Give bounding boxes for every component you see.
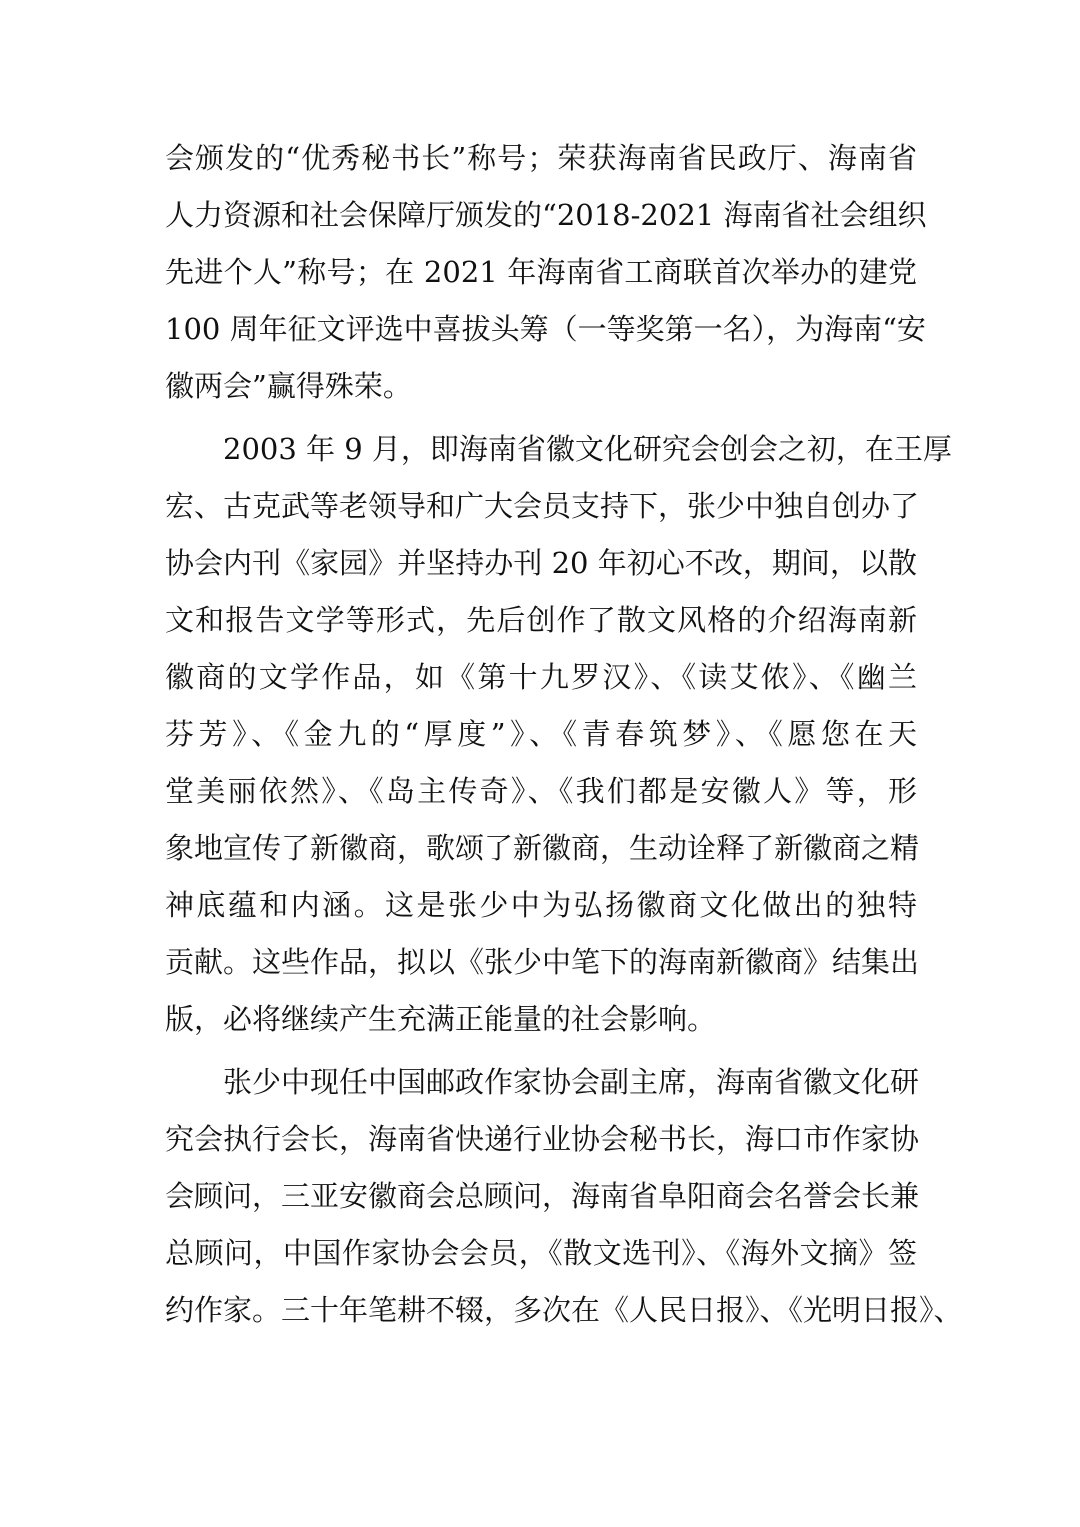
text-line: 约作家。三十年笔耕不辍，多次在《人民日报》、《光明日报》、: [165, 1293, 963, 1327]
text-line: 堂美丽依然》、《岛主传奇》、《我们都是安徽人》等，形: [165, 774, 917, 808]
text-line: 先进个人”称号；在 2021 年海南省工商联首次举办的建党: [165, 255, 917, 289]
text-line: 贡献。这些作品，拟以《张少中笔下的海南新徽商》结集出: [165, 945, 920, 979]
text-line: 100 周年征文评选中喜拔头筹（一等奖第一名），为海南“安: [165, 312, 926, 346]
text-line: 徽商的文学作品，如《第十九罗汉》、《读艾侬》、《幽兰: [165, 660, 917, 694]
body-text: [165, 130, 963, 1339]
text-line: 宏、古克武等老领导和广大会员支持下，张少中独自创办了: [165, 489, 920, 523]
text-line: 会顾问，三亚安徽商会总顾问，海南省阜阳商会名誉会长兼: [165, 1179, 920, 1213]
text-line: 会颁发的“优秀秘书长”称号；荣获海南省民政厅、海南省: [165, 141, 917, 175]
text-line: 究会执行会长，海南省快递行业协会秘书长，海口市作家协: [165, 1122, 920, 1156]
text-line: 芬芳》、《金九的“厚度”》、《青春筑梦》、《愿您在天: [165, 717, 917, 751]
text-line: 徽两会”赢得殊荣。: [165, 369, 412, 403]
text-line: 总顾问，中国作家协会会员，《散文选刊》、《海外文摘》签: [165, 1236, 917, 1270]
text-line: 协会内刊《家园》并坚持办刊 20 年初心不改，期间，以散: [165, 546, 917, 580]
text-line: 版，必将继续产生充满正能量的社会影响。: [165, 1002, 717, 1036]
text-line: 张少中现任中国邮政作家协会副主席，海南省徽文化研: [165, 1065, 920, 1099]
text-line: 神底蕴和内涵。这是张少中为弘扬徽商文化做出的独特: [165, 888, 917, 922]
text-line: 人力资源和社会保障厅颁发的“2018-2021 海南省社会组织: [165, 198, 927, 232]
text-line: 象地宣传了新徽商，歌颂了新徽商，生动诠释了新徽商之精: [165, 831, 920, 865]
text-line: 文和报告文学等形式，先后创作了散文风格的介绍海南新: [165, 603, 917, 637]
text-line: 2003 年 9 月，即海南省徽文化研究会创会之初，在王厚: [165, 432, 952, 466]
